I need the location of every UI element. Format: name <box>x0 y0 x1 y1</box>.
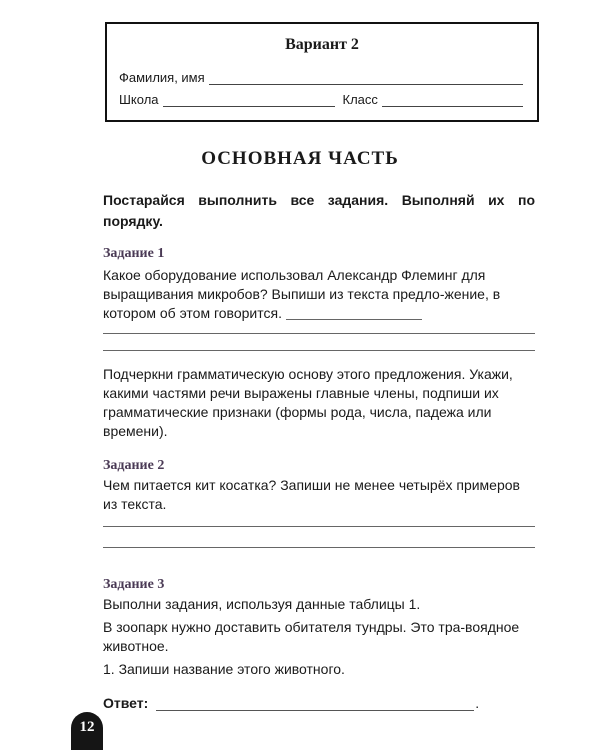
student-info-box <box>105 22 539 122</box>
name-field-row <box>119 70 523 85</box>
task1-answer-line-1[interactable] <box>103 333 535 334</box>
task3-line2: В зоопарк нужно доставить обитателя тундры. Это тра-воядное животное. <box>103 619 520 654</box>
task1-text-a <box>103 266 535 323</box>
page-number: 12 <box>71 712 103 750</box>
class-label: Класс <box>342 92 378 107</box>
answer-label: Ответ: <box>103 695 149 711</box>
task2-answer-line-2[interactable] <box>103 547 535 548</box>
task3-line1: Выполни задания, используя данные таблицы 1. <box>103 596 421 612</box>
variant-title: Вариант 2 <box>285 36 359 53</box>
class-field[interactable] <box>382 95 523 107</box>
name-label: Фамилия, имя <box>119 70 205 85</box>
task2-answer-line-1[interactable] <box>103 526 535 527</box>
task1-question: Какое оборудование использовал Александр Флеминг для выращивания микробов? Выпиши из текста предло-жение, в котором об этом говорится. <box>103 267 501 321</box>
instructions: Постарайся выполнить все задания. Выполняй их по порядку. <box>103 192 535 229</box>
name-field[interactable] <box>209 73 523 85</box>
task2-title: Задание 2 <box>103 458 165 473</box>
section-title: ОСНОВНАЯ ЧАСТЬ <box>201 148 399 169</box>
task1-inline-answer-line[interactable] <box>286 319 422 320</box>
school-label: Школа <box>119 92 159 107</box>
task2-text: Чем питается кит косатка? Запиши не менее четырёх примеров из текста. <box>103 477 520 512</box>
answer-period: . <box>475 695 480 711</box>
school-field-row <box>119 92 523 107</box>
task1-title: Задание 1 <box>103 246 165 261</box>
task1-text-b: Подчеркни грамматическую основу этого предложения. Укажи, какими частями речи выражены главные члены, подпиши их грамматические признаки (формы рода, числа, падежа или времени). <box>103 366 513 439</box>
school-field[interactable] <box>163 95 335 107</box>
answer-field[interactable] <box>156 698 474 711</box>
answer-row <box>103 695 479 711</box>
task1-answer-line-2[interactable] <box>103 350 535 351</box>
task3-title: Задание 3 <box>103 577 165 592</box>
task3-line3: 1. Запиши название этого животного. <box>103 661 345 677</box>
